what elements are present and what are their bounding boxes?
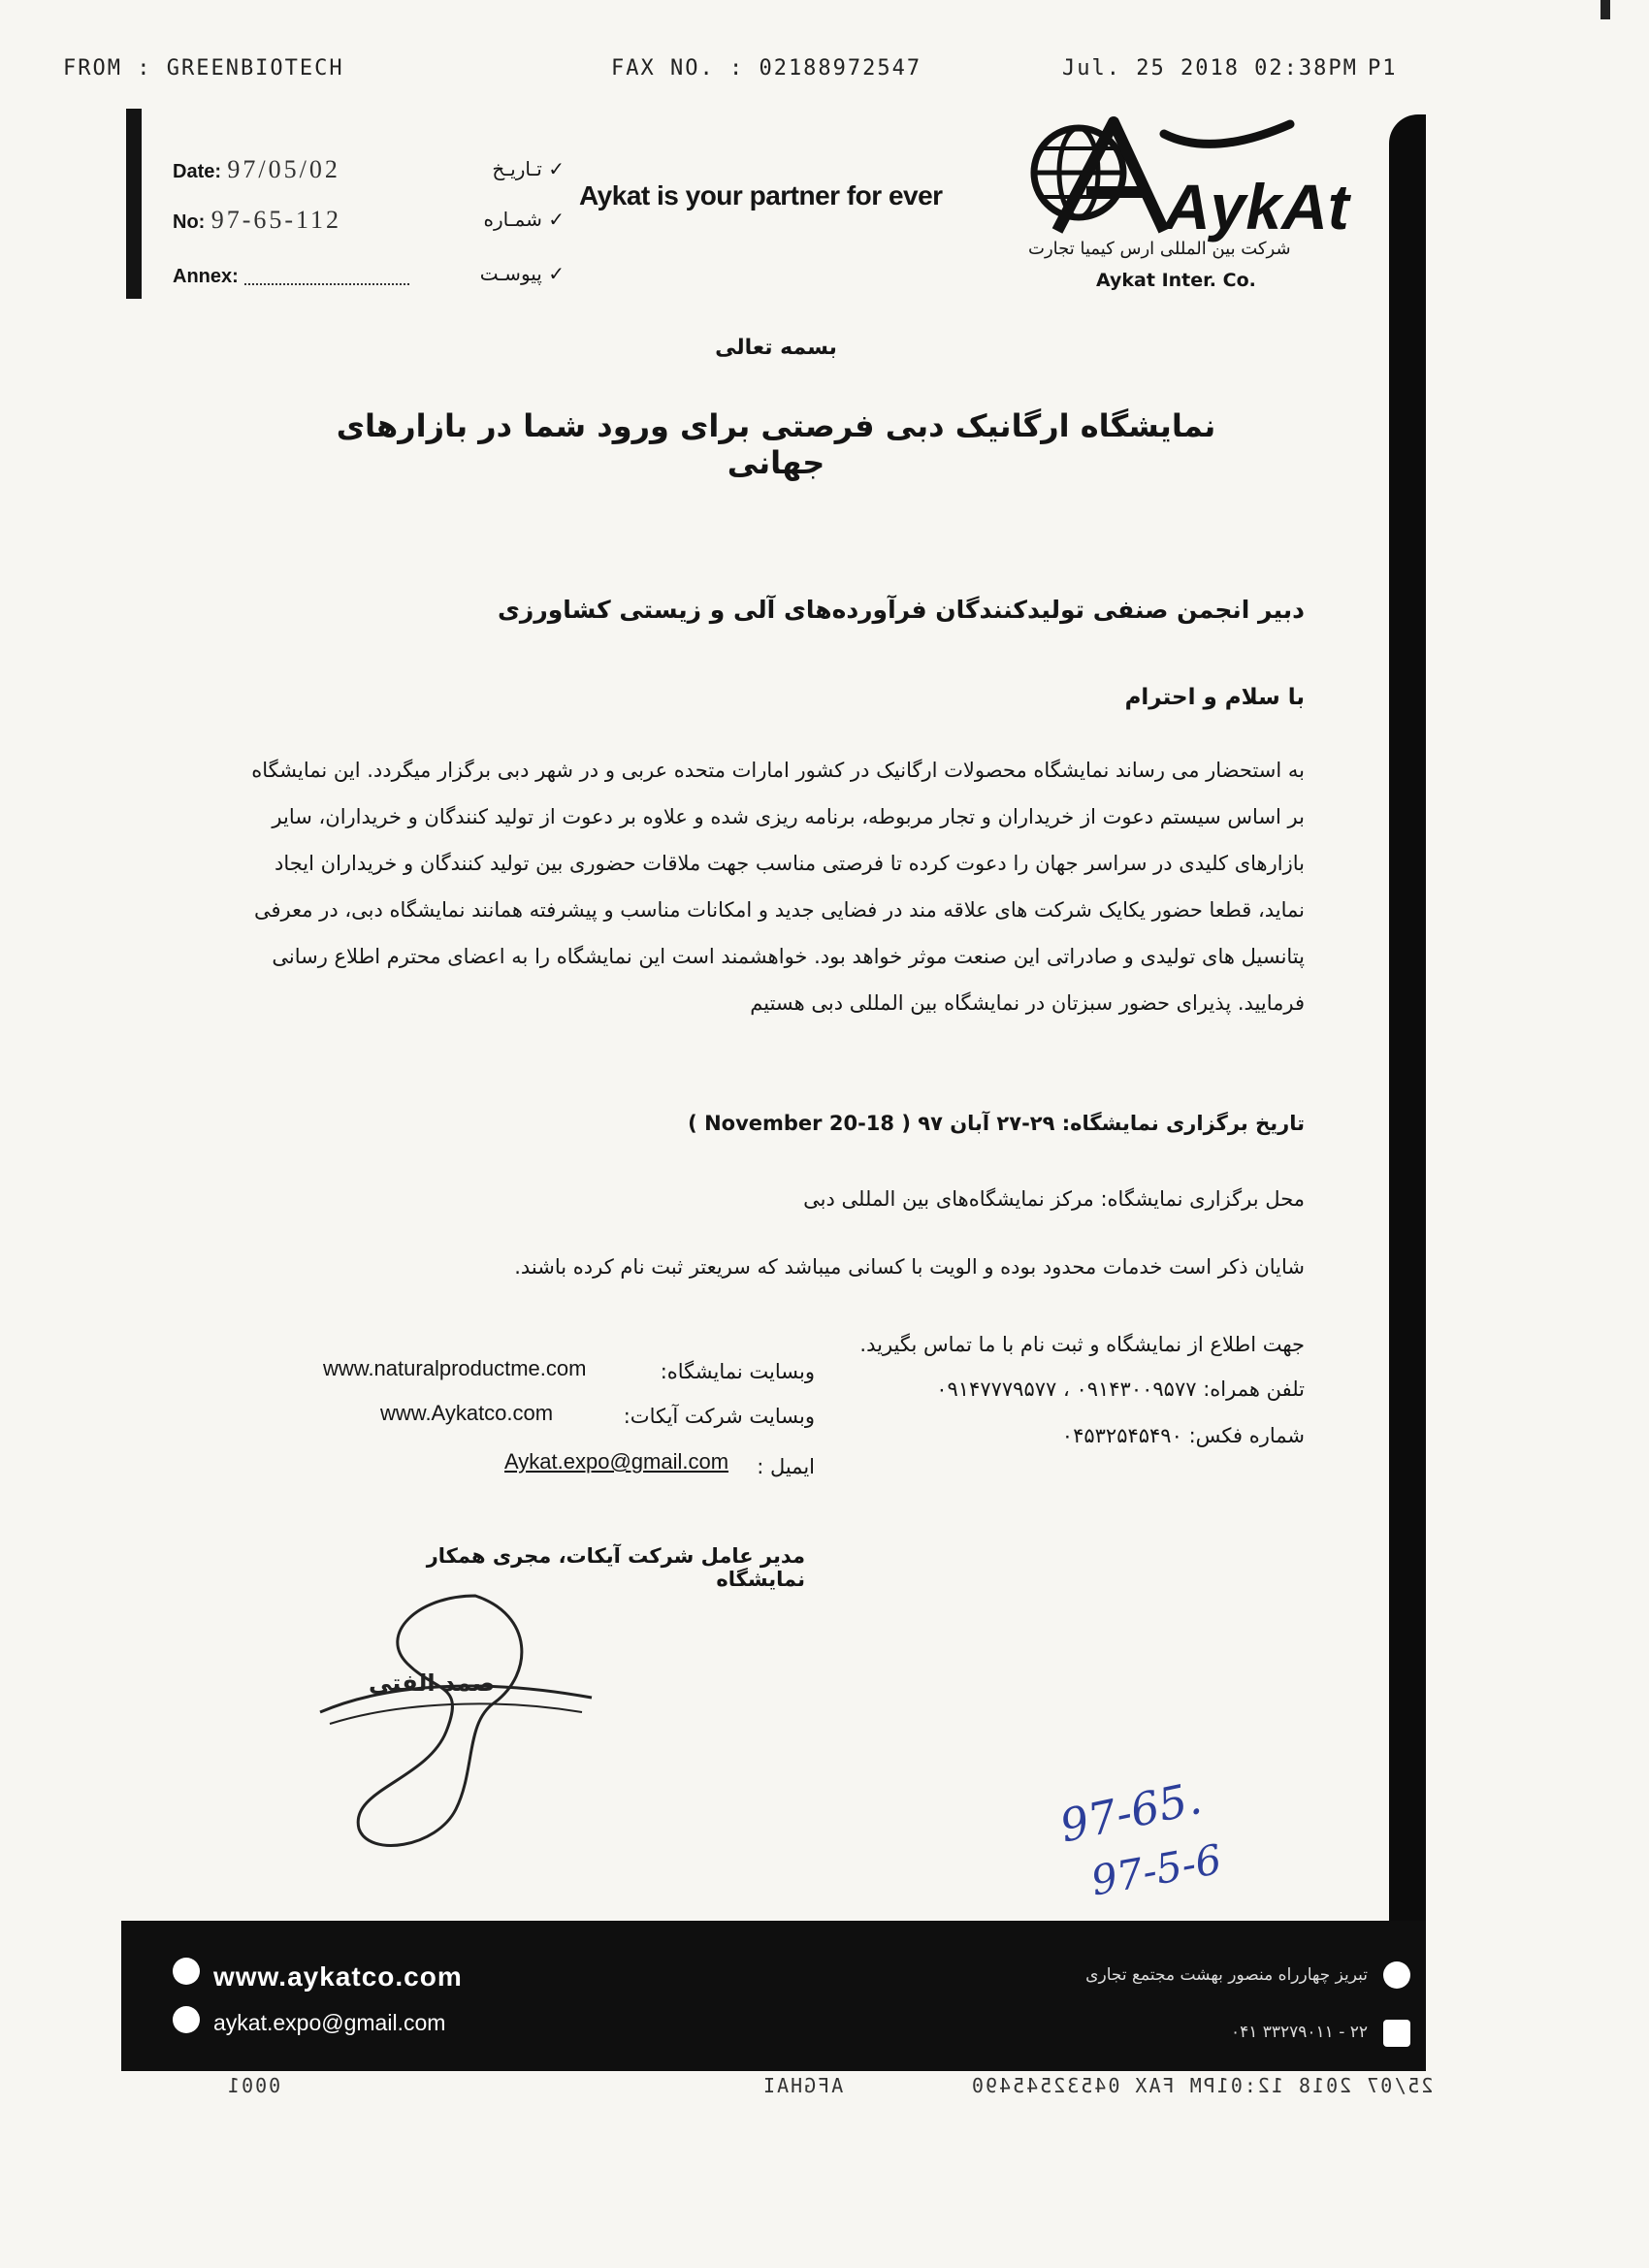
body-line: بازارهای کلیدی در سراسر جهان را دعوت کرده تا فرصتی مناسب جهت ملاقات حضوری بین تولید کنندگان و خریداران ایجاد bbox=[275, 852, 1305, 875]
logo-wordmark: AykAt bbox=[1164, 171, 1349, 243]
date-label: Date: bbox=[173, 161, 222, 182]
mobile-phones bbox=[805, 1377, 1305, 1401]
phone-numbers: ۰۹۱۴۳۰۰۹۵۷۷ ، ۰۹۱۴۷۷۷۹۵۷۷ bbox=[936, 1377, 1197, 1401]
letterhead-footer bbox=[121, 1921, 1426, 2071]
number-value: 97-65-112 bbox=[210, 206, 342, 234]
contact-intro: جهت اطلاع از نمایشگاه و ثبت نام با ما تماس بگیرید. bbox=[859, 1333, 1305, 1356]
logo-subtitle-en: Aykat Inter. Co. bbox=[1096, 270, 1256, 291]
event-date: تاریخ برگزاری نمایشگاه: ۲۹-۲۷ آبان ۹۷ ( 18-20 November ) bbox=[688, 1112, 1305, 1135]
number-label: No: bbox=[173, 211, 206, 233]
signature-name: صمد الفتی bbox=[369, 1669, 496, 1697]
footer-website[interactable]: www.aykatco.com bbox=[213, 1961, 463, 1992]
mail-icon bbox=[173, 2006, 200, 2033]
annex-label-fa: ✓ پیوسـت bbox=[479, 262, 565, 285]
body-line: فرمایید. پذیرای حضور سبزتان در نمایشگاه بین المللی دبی هستیم bbox=[750, 991, 1305, 1015]
fax-number-fa: ۰۴۵۳۲۵۴۵۴۹۰ bbox=[1061, 1424, 1182, 1447]
signoff: مدیر عامل شرکت آیکات، مجری همکار نمایشگاه bbox=[426, 1544, 805, 1591]
phone-icon bbox=[1383, 2020, 1410, 2047]
body-line: به استحضار می رساند نمایشگاه محصولات ارگانیک در کشور امارات متحده عربی و در شهر دبی برگزار میگردد. این نمایشگاه bbox=[251, 759, 1305, 782]
company-site-link[interactable]: www.Aykatco.com bbox=[380, 1401, 554, 1425]
body-line: بر اساس سیستم دعوت از خریداران و تجار مربوطه، برنامه ریزی شده و علاوه بر دعوت از تولید کنندگان و خریداران، سایر bbox=[272, 805, 1305, 828]
letterhead-right-bar bbox=[1389, 114, 1426, 1962]
email-label: ایمیل : bbox=[757, 1455, 815, 1478]
date-field bbox=[173, 155, 340, 184]
event-place: محل برگزاری نمایشگاه: مرکز نمایشگاه‌های بین المللی دبی bbox=[803, 1187, 1305, 1211]
globe-icon bbox=[173, 1958, 200, 1985]
fax-line bbox=[873, 1424, 1305, 1447]
company-site-label: وبسایت شرکت آیکات: bbox=[623, 1405, 815, 1428]
letter-greeting: با سلام و احترام bbox=[1124, 685, 1305, 710]
exhibition-site-link[interactable]: www.naturalproductme.com bbox=[323, 1356, 587, 1380]
fax-label: شماره فکس: bbox=[1188, 1424, 1305, 1447]
annex-field bbox=[173, 260, 409, 289]
logo-subtitle-fa: شرکت بین المللی ارس کیمیا تجارت bbox=[1028, 239, 1291, 259]
fax-footer-mirrored-left: 25/07 2018 12:01PM FAX 04532545490 bbox=[970, 2074, 1434, 2097]
exhibition-site-label: وبسایت نمایشگاه: bbox=[660, 1360, 815, 1383]
annex-label: Annex: bbox=[173, 266, 239, 287]
fax-from: FROM : GREENBIOTECH bbox=[63, 56, 344, 81]
fax-footer-mirrored-middle: AFGHAI bbox=[761, 2074, 844, 2097]
signature bbox=[310, 1576, 601, 1858]
letter-title: نمایشگاه ارگانیک دبی فرصتی برای ورود شما در بازارهای جهانی bbox=[336, 407, 1216, 481]
fax-number: FAX NO. : 02188972547 bbox=[611, 56, 922, 81]
footer-email[interactable]: aykat.expo@gmail.com bbox=[213, 2010, 446, 2035]
number-field bbox=[173, 206, 341, 235]
fax-page: P1 bbox=[1368, 56, 1398, 81]
bismillah: بسمه تعالی bbox=[715, 336, 837, 360]
location-icon bbox=[1383, 1961, 1410, 1989]
company-slogan: Aykat is your partner for ever bbox=[579, 180, 943, 211]
email-link[interactable]: Aykat.expo@gmail.com bbox=[504, 1449, 729, 1474]
body-line: پتانسیل های تولیدی و صادراتی این صنعت موثر خواهد بود. خواهشمند است این نمایشگاه را به اعضای محترم اطلاع رسانی bbox=[272, 945, 1305, 968]
letterhead-left-bar bbox=[126, 109, 142, 299]
registration-notice: شایان ذکر است خدمات محدود بوده و الویت با کسانی میباشد که سریعتر ثبت نام کرده باشند. bbox=[514, 1255, 1305, 1279]
letter-recipient: دبیر انجمن صنفی تولیدکنندگان فرآورده‌های آلی و زیستی کشاورزی bbox=[498, 596, 1305, 624]
fax-datetime: Jul. 25 2018 02:38PM bbox=[1062, 56, 1358, 81]
fax-footer-mirrored-right: 0001 bbox=[226, 2074, 281, 2097]
date-label-fa: ✓ تـاریـخ bbox=[492, 157, 565, 180]
date-value: 97/05/02 bbox=[227, 155, 340, 183]
scan-edge-mark bbox=[1600, 0, 1610, 19]
reference-line-1: 97-65. bbox=[1055, 1771, 1207, 1853]
letter-body bbox=[238, 747, 1305, 1026]
reference-line-2: 97-5-6 bbox=[1087, 1834, 1225, 1905]
footer-address: تبریز چهارراه منصور بهشت مجتمع تجاری bbox=[1085, 1965, 1368, 1985]
annex-blank bbox=[244, 270, 409, 285]
body-line: نماید، قطعا حضور یکایک شرکت های علاقه مند در فضایی جدید و امکانات مناسب و پیشرفته همانند نمایشگاه دبی، در معرفی bbox=[254, 898, 1305, 922]
phone-label: تلفن همراه: bbox=[1203, 1377, 1305, 1401]
footer-phone: ۰۴۱ ۳۳۲۷۹۰۱۱ - ۲۲ bbox=[1230, 2023, 1368, 2042]
number-label-fa: ✓ شمـاره bbox=[483, 208, 565, 231]
handwritten-reference bbox=[1052, 1766, 1276, 1905]
